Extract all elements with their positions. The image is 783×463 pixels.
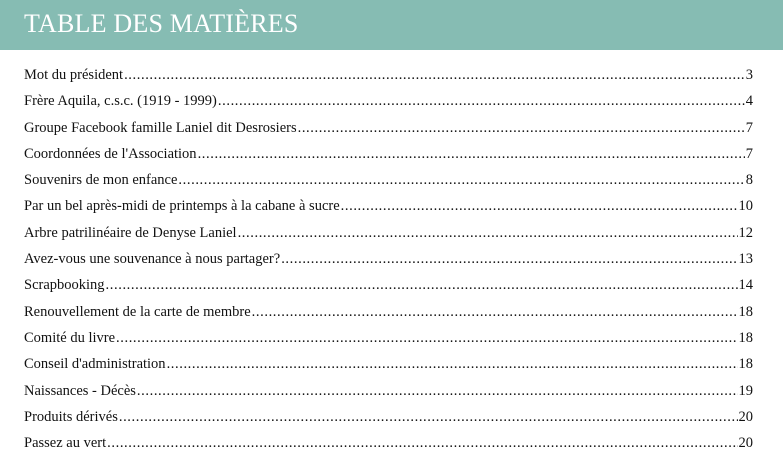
toc-dot-leader <box>341 198 738 215</box>
toc-entry[interactable] <box>24 198 753 224</box>
toc-page-number: 12 <box>738 224 753 241</box>
toc-page-number: 4 <box>745 93 753 110</box>
toc-dot-leader <box>218 93 745 110</box>
toc-dot-leader <box>119 409 738 426</box>
toc-dot-leader <box>178 172 744 189</box>
toc-dot-leader <box>298 120 745 137</box>
toc-entry-title: Comité du livre <box>24 329 116 346</box>
toc-entry-title: Par un bel après-midi de printemps à la cabane à sucre <box>24 198 340 215</box>
toc-page-number: 13 <box>738 251 753 268</box>
toc-entry-title: Renouvellement de la carte de membre <box>24 303 251 320</box>
toc-page-number: 3 <box>745 67 753 83</box>
toc-entry-title: Arbre patrilinéaire de Denyse Laniel <box>24 224 237 241</box>
toc-page-number: 8 <box>745 172 753 189</box>
toc-entry-title: Groupe Facebook famille Laniel dit Desrosiers <box>24 119 297 136</box>
toc-entry-title: Naissances - Décès <box>24 382 136 399</box>
toc-entry[interactable] <box>24 383 753 409</box>
toc-dot-leader <box>124 67 745 84</box>
toc-entry[interactable] <box>24 304 753 330</box>
toc-entry-title: Passez au vert <box>24 435 107 452</box>
toc-entry-title: Produits dérivés <box>24 408 118 425</box>
toc-entry[interactable] <box>24 146 753 172</box>
toc-dot-leader <box>137 383 738 400</box>
toc-dot-leader <box>106 277 738 294</box>
page-title: TABLE DES MATIÈRES <box>24 9 299 38</box>
toc-entry-title: Coordonnées de l'Association <box>24 145 197 162</box>
toc-dot-leader <box>107 435 737 452</box>
toc-dot-leader <box>281 251 737 268</box>
toc-entry-title: Scrapbooking <box>24 277 105 294</box>
toc-entry[interactable] <box>24 409 753 435</box>
toc-entry[interactable] <box>24 277 753 303</box>
toc-entry[interactable] <box>24 172 753 198</box>
toc-page-number: 18 <box>738 303 753 320</box>
toc-entry[interactable] <box>24 225 753 251</box>
toc-page-number: 7 <box>745 145 753 162</box>
header-bar <box>0 0 783 50</box>
toc-page-number: 20 <box>738 408 753 425</box>
toc-page-number: 18 <box>738 356 753 373</box>
toc-page-number: 14 <box>738 277 753 294</box>
toc-entry[interactable] <box>24 251 753 277</box>
toc-entry-title: Mot du président <box>24 67 124 83</box>
toc-entry[interactable] <box>24 67 753 93</box>
toc-entry-title: Frère Aquila, c.s.c. (1919 - 1999) <box>24 93 217 110</box>
table-of-contents <box>24 67 753 461</box>
toc-entry[interactable] <box>24 330 753 356</box>
toc-entry[interactable] <box>24 93 753 119</box>
toc-dot-leader <box>252 304 738 321</box>
toc-page-number: 18 <box>738 329 753 346</box>
toc-page-number: 20 <box>738 435 753 452</box>
toc-dot-leader <box>116 330 737 347</box>
toc-page-number: 7 <box>745 119 753 136</box>
toc-entry[interactable] <box>24 435 753 461</box>
toc-dot-leader <box>198 146 745 163</box>
toc-dot-leader <box>167 356 738 373</box>
toc-entry[interactable] <box>24 356 753 382</box>
toc-entry-title: Conseil d'administration <box>24 356 166 373</box>
toc-dot-leader <box>238 225 738 242</box>
toc-page-number: 10 <box>738 198 753 215</box>
toc-entry-title: Avez-vous une souvenance à nous partager? <box>24 251 281 268</box>
toc-page-number: 19 <box>738 382 753 399</box>
toc-entry-title: Souvenirs de mon enfance <box>24 172 178 189</box>
toc-entry[interactable] <box>24 120 753 146</box>
